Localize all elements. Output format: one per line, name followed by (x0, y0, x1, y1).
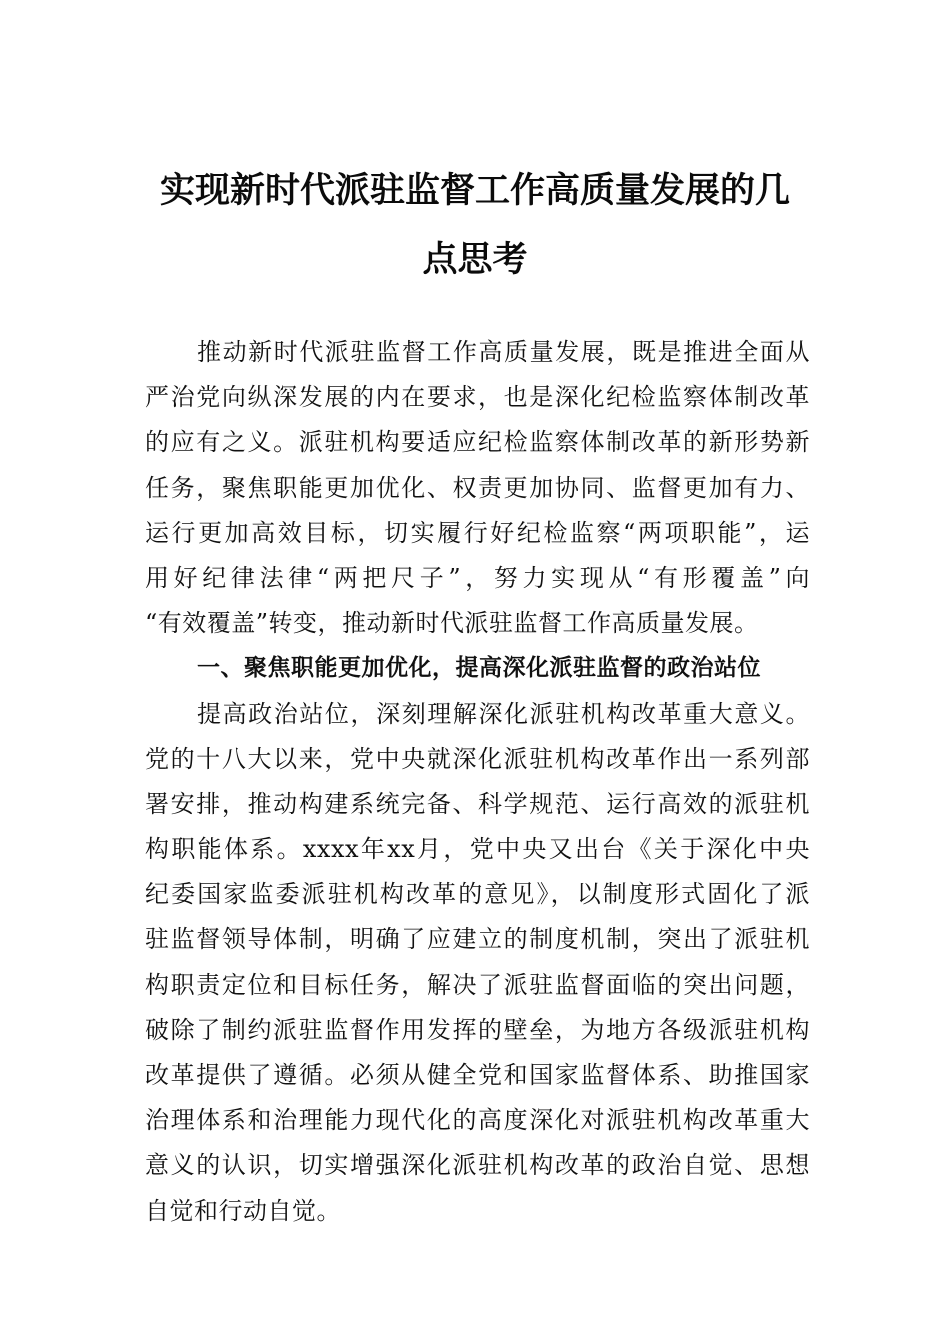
paragraph-line: 意义的认识，切实增强深化派驻机构改革的政治自觉、思想 (145, 1151, 810, 1180)
paragraph-line: 治理体系和治理能力现代化的高度深化对派驻机构改革重大 (145, 1106, 810, 1135)
section-heading: 一、聚焦职能更加优化，提高深化派驻监督的政治站位 (197, 655, 761, 682)
paragraph-line: 提高政治站位，深刻理解深化派驻机构改革重大意义。 (197, 699, 810, 728)
paragraph-line: 自觉和行动自觉。 (145, 1196, 341, 1225)
paragraph-line: 推动新时代派驻监督工作高质量发展，既是推进全面从 (197, 338, 810, 366)
paragraph-line: 任务，聚焦职能更加优化、权责更加协同、监督更加有力、 (145, 473, 810, 502)
paragraph-line: 构职责定位和目标任务，解决了派驻监督面临的突出问题， (145, 970, 810, 999)
paragraph-line: 构职能体系。xxxx年xx月，党中央又出台《关于深化中央 (145, 835, 810, 864)
paragraph-line: 驻监督领导体制，明确了应建立的制度机制，突出了派驻机 (145, 925, 810, 954)
paragraph-line: 用好纪律法律“两把尺子”，努力实现从“有形覆盖”向 (145, 563, 810, 592)
paragraph-line: 严治党向纵深发展的内在要求，也是深化纪检监察体制改革 (145, 383, 810, 412)
paragraph-line: 党的十八大以来，党中央就深化派驻机构改革作出一系列部 (145, 744, 810, 773)
paragraph-line: 破除了制约派驻监督作用发挥的壁垒，为地方各级派驻机构 (145, 1015, 810, 1044)
paragraph-line: 的应有之义。派驻机构要适应纪检监察体制改革的新形势新 (145, 428, 810, 457)
document-title-line-1: 实现新时代派驻监督工作高质量发展的几 (159, 170, 790, 211)
document-title-line-2: 点思考 (422, 239, 528, 280)
document-body (145, 330, 810, 1234)
paragraph-line: “有效覆盖”转变，推动新时代派驻监督工作高质量发展。 (145, 609, 759, 638)
paragraph-line: 署安排，推动构建系统完备、科学规范、运行高效的派驻机 (145, 789, 810, 818)
paragraph-line: 改革提供了遵循。必须从健全党和国家监督体系、助推国家 (145, 1061, 810, 1089)
paragraph-line: 运行更加高效目标，切实履行好纪检监察“两项职能”，运 (145, 518, 810, 547)
paragraph-line: 纪委国家监委派驻机构改革的意见》，以制度形式固化了派 (145, 880, 810, 909)
